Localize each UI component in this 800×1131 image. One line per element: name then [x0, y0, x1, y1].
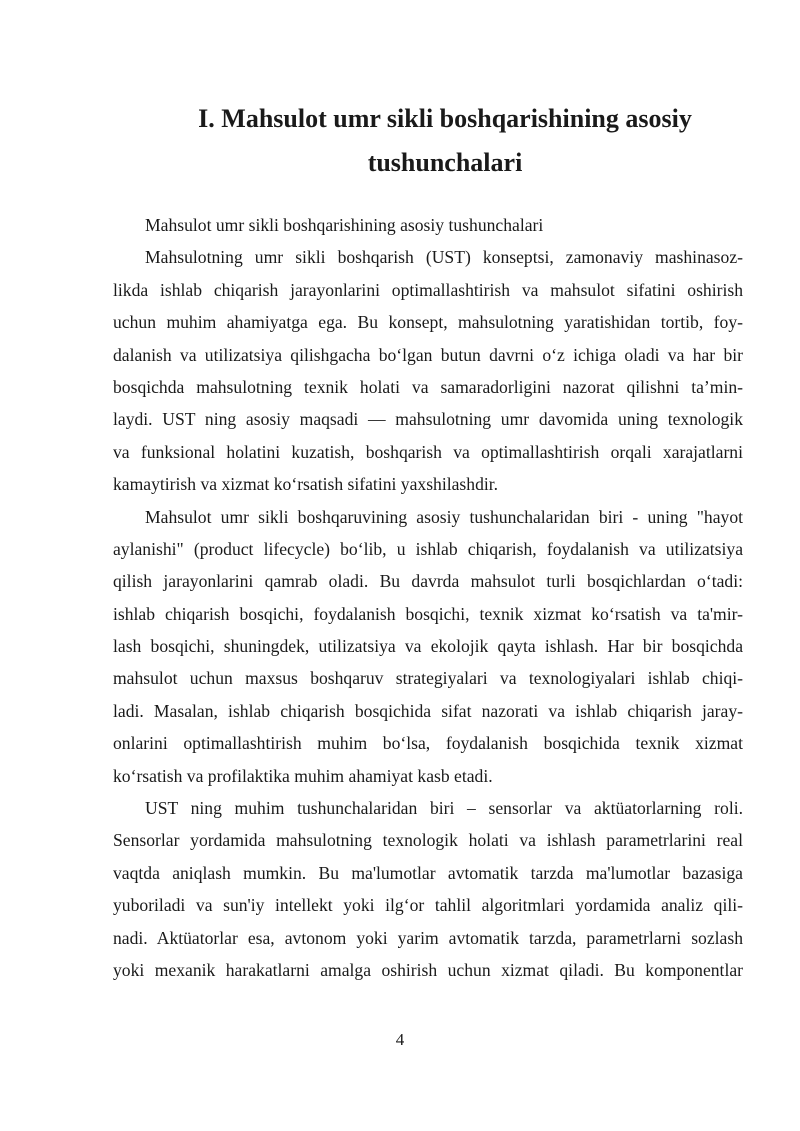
text-line: kamaytirish va xizmat ko‘rsatish sifatini yaxshilashdir.	[113, 474, 499, 495]
text-line: likda ishlab chiqarish jarayonlarini optimallashtirish va mahsulot sifatini oshirish	[113, 279, 743, 300]
section-title-line-2: tushunchalari	[367, 148, 523, 177]
text-line: ishlab chiqarish bosqichi, foydalanish bosqichi, texnik xizmat ko‘rsatish va ta'mir-	[113, 603, 743, 624]
text-line: Sensorlar yordamida mahsulotning texnologik holati va ishlash parametrlarini real	[113, 830, 743, 851]
text-line: UST ning muhim tushunchalaridan biri – sensorlar va aktüatorlarning roli.	[145, 798, 743, 819]
text-line: Mahsulot umr sikli boshqaruvining asosiy tushunchalaridan biri - uning "hayot	[145, 506, 743, 527]
text-line: yoki mexanik harakatlarni amalga oshirish uchun xizmat qiladi. Bu komponentlar	[113, 959, 743, 980]
page-number: 4	[395, 1030, 405, 1049]
text-line: aylanishi" (product lifecycle) bo‘lib, u ishlab chiqarish, foydalanish va utilizatsiya	[113, 538, 743, 559]
text-line: mahsulot uchun maxsus boshqaruv strategiyalari va texnologiyalari ishlab chiqi-	[113, 668, 743, 689]
text-line: dalanish va utilizatsiya qilishgacha bo‘lgan butun davrni o‘z ichiga oladi va har bir	[113, 344, 743, 365]
text-line: qilish jarayonlarini qamrab oladi. Bu davrda mahsulot turli bosqichlardan o‘tadi:	[113, 571, 743, 592]
text-line: onlarini optimallashtirish muhim bo‘lsa, foydalanish bosqichida texnik xizmat	[113, 733, 743, 754]
text-line: Mahsulotning umr sikli boshqarish (UST) konseptsi, zamonaviy mashinasoz-	[145, 247, 743, 268]
body-text	[113, 209, 743, 986]
text-line: vaqtda aniqlash mumkin. Bu ma'lumotlar avtomatik tarzda ma'lumotlar bazasiga	[113, 862, 743, 883]
text-line: nadi. Aktüatorlar esa, avtonom yoki yarim avtomatik tarzda, parametrlarni sozlash	[113, 927, 743, 948]
text-line: yuboriladi va sun'iy intellekt yoki ilg‘or tahlil algoritmlari yordamida analiz qili-	[113, 895, 743, 916]
text-line: laydi. UST ning asosiy maqsadi — mahsulotning umr davomida uning texnologik	[113, 409, 743, 430]
section-title-line-1: I. Mahsulot umr sikli boshqarishining asosiy	[198, 104, 692, 133]
text-line: ladi. Masalan, ishlab chiqarish bosqichida sifat nazorati va ishlab chiqarish jaray-	[113, 700, 743, 721]
text-line: uchun muhim ahamiyatga ega. Bu konsept, mahsulotning yaratishidan tortib, foy-	[113, 312, 743, 333]
text-line: va funksional holatini kuzatish, boshqarish va optimallashtirish orqali xarajatlarni	[113, 441, 743, 462]
text-line: bosqichda mahsulotning texnik holati va samaradorligini nazorat qilishni ta’min-	[113, 376, 743, 397]
text-line: ko‘rsatish va profilaktika muhim ahamiyat kasb etadi.	[113, 765, 493, 786]
text-line: Mahsulot umr sikli boshqarishining asosiy tushunchalari	[145, 215, 544, 235]
text-line: lash bosqichi, shuningdek, utilizatsiya va ekolojik qayta ishlash. Har bir bosqichda	[113, 636, 743, 657]
